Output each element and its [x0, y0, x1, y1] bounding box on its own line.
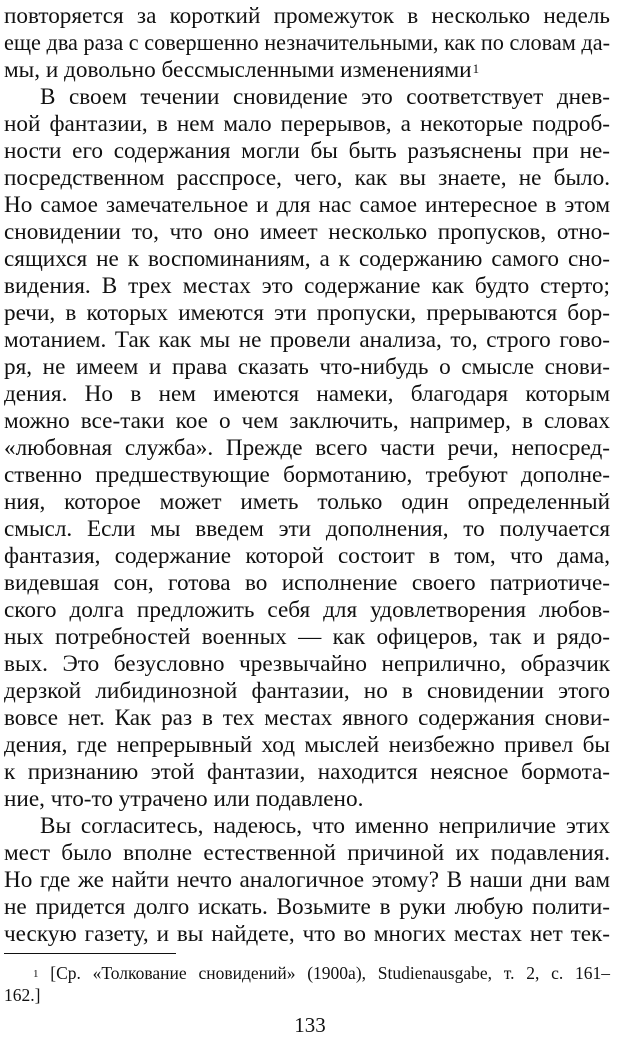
text-line: ря, не имеем и права сказать что-нибудь о смысле снови- — [4, 354, 610, 380]
text-line: повторяется за короткий промежуток в несколько недель — [4, 3, 610, 29]
text-line: ния, которое может иметь только один определенный — [4, 489, 610, 515]
text-line: видевшая сон, готова во исполнение своего патриотиче- — [4, 570, 610, 596]
text-line: дерзкой либидинозной фантазии, но в сновидении этого — [4, 678, 610, 704]
text-line: речи, в которых имеются эти пропуски, прерываются бор- — [4, 300, 610, 326]
text-line: ческую газету, и вы найдете, что во многих местах нет тек- — [4, 921, 610, 947]
text-line: Вы согласитесь, надеюсь, что именно неприличие этих — [40, 813, 610, 839]
text-line: вовсе нет. Как раз в тех местах явного содержания снови- — [4, 705, 610, 731]
text-line: Но где же найти нечто аналогичное этому? В наши дни вам — [4, 867, 610, 893]
footnote-reference: 1 — [472, 61, 480, 76]
text-line: ние, что-то утрачено или подавлено. — [4, 786, 364, 812]
text-line: не придется долго искать. Возьмите в руки любую полити- — [4, 894, 610, 920]
text-line: смысл. Если мы введем эти дополнения, то получается — [4, 516, 610, 542]
footnote-text: [Ср. «Толкование сновидений» (1900a), Studienausgabe, т. 2, с. 161– — [50, 963, 610, 983]
text-line: ности его содержания могли бы быть разъяснены при не- — [4, 138, 610, 164]
text-line: сящихся не к воспоминаниям, а к содержанию самого сно- — [4, 246, 610, 272]
page-number: 133 — [294, 1013, 326, 1037]
text-line: мы, и довольно бессмысленными изменениями — [4, 57, 472, 83]
text-line: можно все-таки кое о чем заключить, например, в словах — [4, 408, 610, 434]
footnote-line: 162.] — [4, 985, 41, 1005]
text-line: посредственном расспросе, чего, как вы знаете, не было. — [4, 165, 610, 191]
text-line: Но самое замечательное и для нас самое интересное в этом — [4, 192, 610, 218]
footnote-line — [33, 962, 610, 984]
text-line: вых. Это безусловно чрезвычайно неприлично, образчик — [4, 651, 610, 677]
text-line: мест было вполне естественной причиной их подавления. — [4, 840, 610, 866]
footnote-mark: 1 — [33, 968, 39, 980]
footnote-separator — [4, 953, 176, 954]
text-line: видения. В трех местах это содержание как будто стерто; — [4, 273, 610, 299]
text-line: еще два раза с совершенно незначительными, как по словам да- — [4, 30, 611, 56]
text-line: к признанию этой фантазии, находится неясное бормота- — [4, 759, 610, 785]
text-line: дения, где непрерывный ход мыслей неизбежно привел бы — [4, 732, 610, 758]
text-line: В своем течении сновидение это соответствует днев- — [40, 84, 610, 110]
text-line: дения. Но в нем имеются намеки, благодаря которым — [4, 381, 610, 407]
text-line: сновидении то, что оно имеет несколько пропусков, отно- — [4, 219, 610, 245]
text-line: мотанием. Так как мы не провели анализа, то, строго гово- — [4, 327, 610, 353]
text-line: ского долга предложить себя для удовлетворения любов- — [4, 597, 610, 623]
text-line: «любовная служба». Прежде всего части речи, непосред- — [4, 435, 610, 461]
text-line: ной фантазии, в нем мало перерывов, а некоторые подроб- — [4, 111, 610, 137]
text-line: фантазия, содержание которой состоит в том, что дама, — [4, 543, 610, 569]
text-line: ственно предшествующие бормотанию, требуют дополне- — [4, 462, 610, 488]
text-line: ных потребностей военных — как офицеров, так и рядо- — [4, 624, 610, 650]
text-line-with-footnote — [4, 57, 610, 84]
